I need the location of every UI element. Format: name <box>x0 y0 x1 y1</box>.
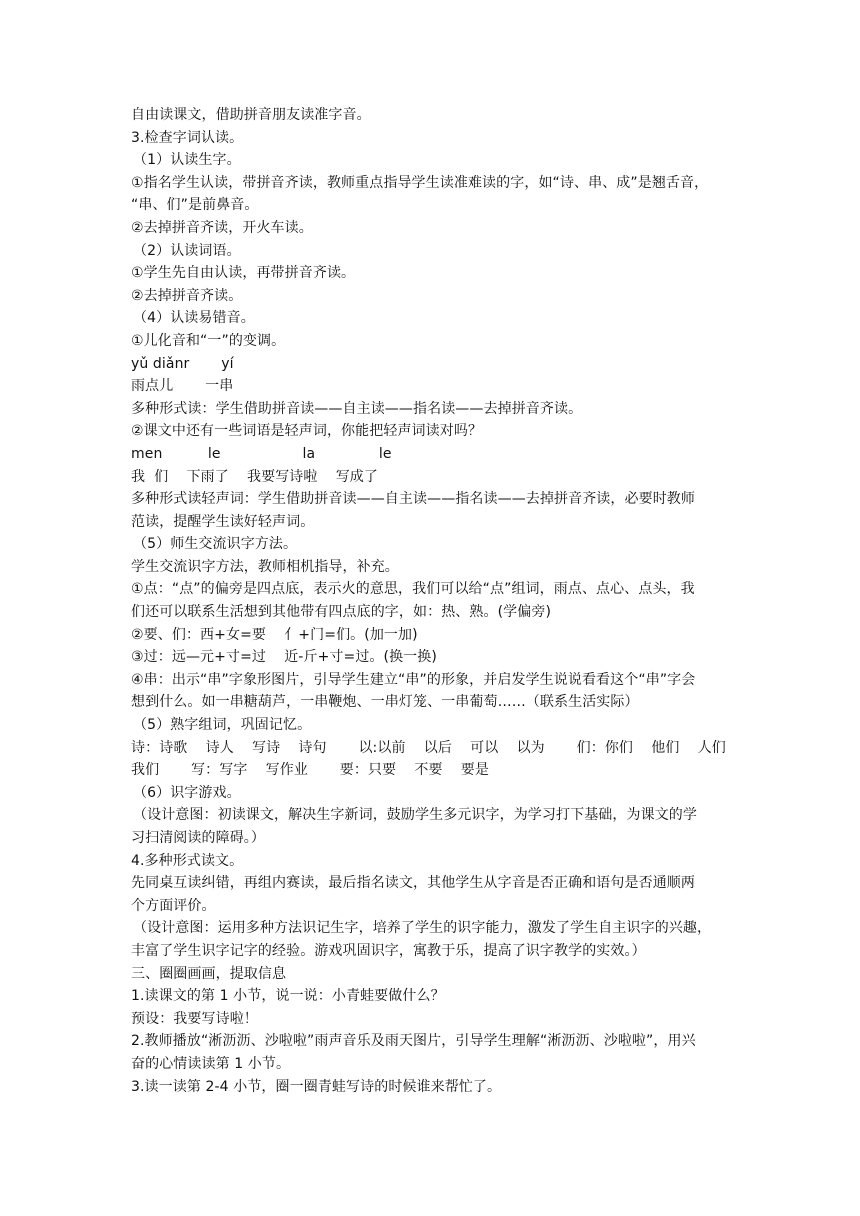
text-line: 1.读课文的第 1 小节，说一说：小青蛙要做什么？ <box>131 988 445 1005</box>
text-line: 3.读一读第 2-4 小节，圈一圈青蛙写诗的时候谁来帮忙了。 <box>131 1078 502 1095</box>
text-line: “串、们”是前鼻音。 <box>131 197 259 214</box>
text-line: ④串：出示“串”字象形图片，引导学生建立“串”的形象，并启发学生说说看看这个“串”字会 <box>131 671 696 688</box>
text-line: ①学生先自由认读，再带拼音齐读。 <box>131 265 356 282</box>
subsection-heading: （1）认读生字。 <box>133 152 241 169</box>
text-line: 预设：我要写诗啦！ <box>131 1010 258 1027</box>
text-line: 自由读课文，借助拼音朋友读准字音。 <box>131 107 371 123</box>
text-line: 我们 写：写字 写作业 要：只要 不要 要是 <box>131 762 490 779</box>
text-line: 习扫清阅读的障碍。） <box>131 830 265 846</box>
text-line: 学生交流识字方法，教师相机指导，补充。 <box>131 558 399 575</box>
text-line: ②课文中还有一些词语是轻声词，你能把轻声词读对吗？ <box>131 423 483 440</box>
section-heading: 三、圈圈画画，提取信息 <box>131 965 287 982</box>
document-body <box>131 104 731 1098</box>
text-line: ②去掉拼音齐读。 <box>131 287 243 304</box>
pinyin-line: men le la le <box>131 445 392 462</box>
subsection-heading: （5）师生交流识字方法。 <box>133 536 298 553</box>
text-line: 我 们 下雨了 我要写诗啦 写成了 <box>131 468 379 485</box>
text-line: ③过：远—元+寸=过 近-斤+寸=过。(换一换) <box>131 649 437 666</box>
design-intent-note: （设计意图：初读课文，解决生字新词，鼓励学生多元识字，为学习打下基础，为课文的学 <box>133 807 697 824</box>
text-line: ①儿化音和“一”的变调。 <box>131 332 286 349</box>
subsection-heading: （4）认读易错音。 <box>133 310 255 327</box>
text-line: 2.教师播放“淅沥沥、沙啦啦”雨声音乐及雨天图片，引导学生理解“淅沥沥、沙啦啦”，用兴 <box>131 1033 696 1050</box>
subsection-heading: （5）熟字组词，巩固记忆。 <box>133 717 312 734</box>
text-line: 奋的心情读读第 1 小节。 <box>131 1055 291 1072</box>
text-line: 多种形式读轻声词：学生借助拼音读——自主读——指名读——去掉拼音齐读，必要时教师 <box>131 491 695 508</box>
text-line: 范读，提醒学生读好轻声词。 <box>131 513 315 530</box>
text-line: ②去掉拼音齐读，开火车读。 <box>131 219 313 236</box>
pinyin-line: yǔ diǎnr yí <box>131 355 234 372</box>
text-line: 丰富了学生识字记字的经验。游戏巩固识字，寓教于乐，提高了识字教学的实效。） <box>131 942 646 959</box>
subsection-heading: （6）识字游戏。 <box>133 784 241 801</box>
text-line: 诗：诗歌 诗人 写诗 诗句 以:以前 以后 可以 以为 们：你们 他们 人们 <box>131 739 726 756</box>
section-heading: 4.多种形式读文。 <box>131 852 244 869</box>
text-line: 们还可以联系生活想到其他带有四点底的字，如：热、熟。(学偏旁) <box>131 604 552 621</box>
text-line: ①指名学生认读，带拼音齐读，教师重点指导学生读准难读的字，如“诗、串、成”是翘舌音， <box>131 174 709 191</box>
text-line: ①点：“点”的偏旁是四点底，表示火的意思，我们可以给“点”组词，雨点、点心、点头，我 <box>131 581 695 598</box>
subsection-heading: （2）认读词语。 <box>133 242 241 259</box>
design-intent-note: （设计意图：运用多种方法识记生字，培养了学生的识字能力，激发了学生自主识字的兴趣， <box>133 920 712 937</box>
section-heading: 3.检查字词认读。 <box>131 129 244 146</box>
text-line: 想到什么。如一串糖葫芦，一串鞭炮、一串灯笼、一串葡萄……（联系生活实际） <box>131 694 639 711</box>
text-line: ②要、们：西+女=要 亻+门=们。(加一加) <box>131 626 418 643</box>
text-line: 个方面评价。 <box>131 897 216 914</box>
text-line: 先同桌互读纠错，再组内赛读，最后指名读文，其他学生从字音是否正确和语句是否通顺两 <box>131 875 695 892</box>
text-line: 雨点儿 一串 <box>131 378 234 395</box>
text-line: 多种形式读：学生借助拼音读——自主读——指名读——去掉拼音齐读。 <box>131 400 583 417</box>
